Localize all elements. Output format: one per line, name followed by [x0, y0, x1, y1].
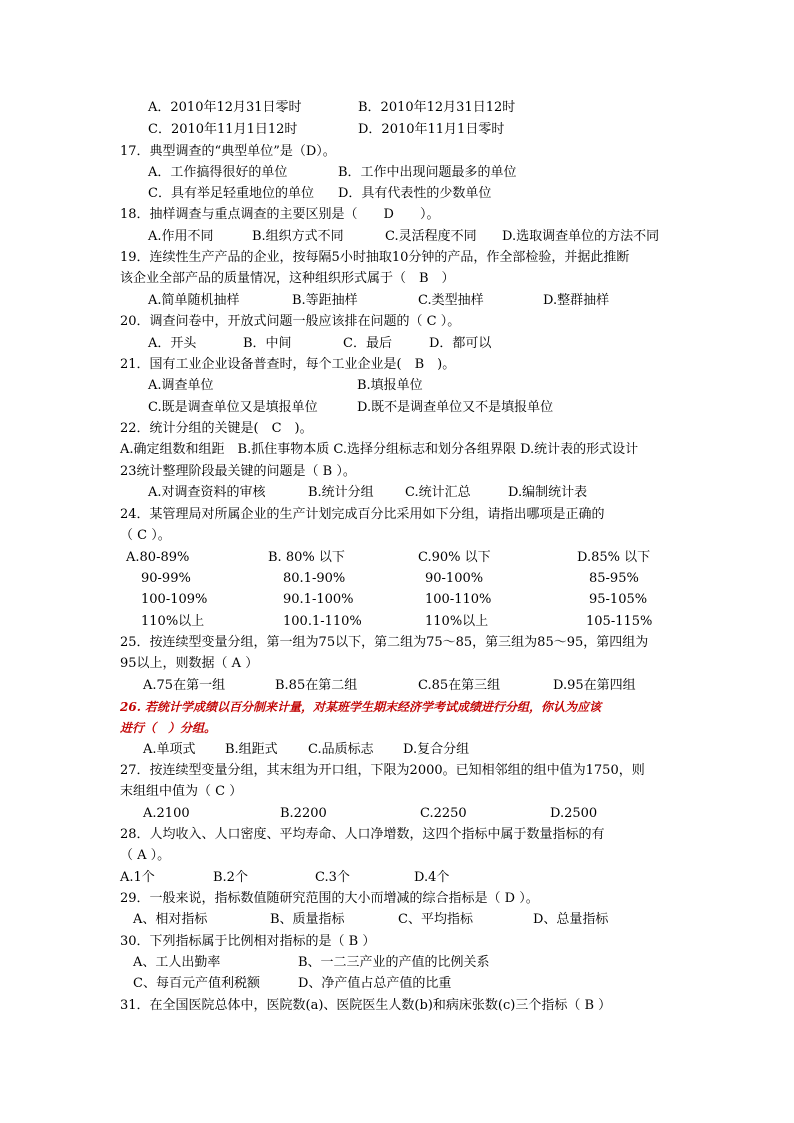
- q27-stem-line2: 末组组中值为（ C ）: [120, 784, 243, 799]
- q24-col-c-row: 100-110%: [425, 592, 492, 607]
- q24-col-a-row: 110%以上: [141, 614, 205, 629]
- q19-option-c: C.类型抽样: [418, 293, 484, 308]
- q27-option-c: C.2250: [420, 806, 467, 821]
- q24-col-a-row: 90-99%: [141, 571, 191, 586]
- q24-col-a-row: 100-109%: [141, 592, 208, 607]
- q29-option-a: A、相对指标: [133, 912, 208, 927]
- q28-option-a: A.1个: [120, 870, 155, 885]
- q26-option-a: A.单项式: [143, 742, 196, 757]
- q24-col-a-head: A.80-89%: [126, 550, 190, 565]
- q16-option-c: C．2010年11月1日12时: [148, 122, 298, 137]
- q28-stem-line2: （ A ）。: [120, 848, 171, 863]
- q17-option-d: D．具有代表性的少数单位: [338, 186, 492, 201]
- q20-option-a: A．开头: [148, 336, 197, 351]
- q26-option-b: B.组距式: [225, 742, 278, 757]
- q19-stem-line1: 19．连续性生产产品的企业，按每隔5小时抽取10分钟的产品，作全部检验，并据此推断: [120, 250, 630, 265]
- q26-stem-line1: 26. 若统计学成绩以百分制来计量，对某班学生期末经济学考试成绩进行分组，你认为应该: [120, 700, 602, 714]
- q29-stem: 29．一般来说，指标数值随研究范围的大小而增减的综合指标是（ D ）。: [120, 891, 539, 906]
- q28-option-b: B.2个: [213, 870, 248, 885]
- q24-col-d-head: D.85% 以下: [577, 550, 651, 565]
- q25-stem-line2: 95以上，则数据（ A ）: [120, 656, 259, 671]
- q17-option-b: B．工作中出现问题最多的单位: [338, 165, 517, 180]
- q18-stem: 18．抽样调查与重点调查的主要区别是（ D ）。: [120, 207, 440, 222]
- q26-stem-line2: 进行（ ）分组。: [120, 721, 217, 735]
- q20-option-c: C．最后: [343, 336, 392, 351]
- q25-option-c: C.85在第三组: [418, 678, 501, 693]
- q23-option-c: C.统计汇总: [405, 485, 471, 500]
- q16-option-d: D．2010年11月1日零时: [358, 122, 505, 137]
- q23-stem: 23统计整理阶段最关键的问题是（ B ）。: [120, 464, 356, 479]
- q24-col-b-row: 80.1-90%: [283, 571, 346, 586]
- q24-stem-line2: （ C ）。: [120, 528, 171, 543]
- q25-option-d: D.95在第四组: [553, 678, 636, 693]
- q22-options: A.确定组数和组距 B.抓住事物本质 C.选择分组标志和划分各组界限 D.统计表的形式设计: [120, 442, 639, 457]
- q26-option-c: C.品质标志: [308, 742, 374, 757]
- q24-col-d-row: 85-95%: [589, 571, 639, 586]
- q27-option-b: B.2200: [280, 806, 327, 821]
- q22-stem: 22．统计分组的关键是( C )。: [120, 421, 313, 436]
- q23-option-d: D.编制统计表: [508, 485, 588, 500]
- q27-option-d: D.2500: [550, 806, 598, 821]
- q18-option-d: D.选取调查单位的方法不同: [502, 229, 660, 244]
- q28-option-c: C.3个: [315, 870, 350, 885]
- q31-stem: 31．在全国医院总体中，医院数(a)、医院医生人数(b)和病床张数(c)三个指标（ B ）: [120, 998, 612, 1013]
- q28-option-d: D.4个: [414, 870, 450, 885]
- q17-stem: 17．典型调查的“典型单位”是（D）。: [120, 144, 336, 159]
- q28-stem-line1: 28．人均收入、人口密度、平均寿命、人口净增数，这四个指标中属于数量指标的有: [120, 827, 605, 842]
- q21-option-a: A.调查单位: [148, 378, 214, 393]
- q24-col-b-head: B. 80% 以下: [268, 550, 345, 565]
- q30-option-a: A、工人出勤率: [133, 955, 221, 970]
- q29-option-d: D、总量指标: [533, 912, 609, 927]
- q27-stem-line1: 27．按连续型变量分组，其末组为开口组，下限为2000。已知相邻组的组中值为1750，则: [120, 763, 645, 778]
- q24-col-c-row: 90-100%: [425, 571, 484, 586]
- q29-option-c: C、平均指标: [398, 912, 473, 927]
- q24-stem-line1: 24．某管理局对所属企业的生产计划完成百分比采用如下分组，请指出哪项是正确的: [120, 507, 605, 522]
- q27-option-a: A.2100: [143, 806, 190, 821]
- q24-col-c-row: 110%以上: [425, 614, 489, 629]
- q24-col-b-row: 100.1-110%: [283, 614, 362, 629]
- q30-option-b: B、一二三产业的产值的比例关系: [298, 955, 490, 970]
- q16-option-b: B．2010年12月31日12时: [358, 100, 516, 115]
- q21-option-d: D.既不是调查单位又不是填报单位: [357, 400, 554, 415]
- q24-col-d-row: 105-115%: [586, 614, 653, 629]
- q20-option-b: B．中间: [243, 336, 292, 351]
- q25-option-a: A.75在第一组: [143, 678, 226, 693]
- q16-option-a: A．2010年12月31日零时: [148, 100, 302, 115]
- q20-option-d: D．都可以: [429, 336, 492, 351]
- q20-stem: 20．调查问卷中，开放式问题一般应该排在问题的（ C ）。: [120, 314, 461, 329]
- q25-stem-line1: 25．按连续型变量分组，第一组为75以下，第二组为75～85，第三组为85～95，第四组为: [120, 635, 649, 650]
- q30-option-c: C、每百元产值利税额: [133, 976, 260, 991]
- q23-option-b: B.统计分组: [308, 485, 374, 500]
- q18-option-c: C.灵活程度不同: [385, 229, 477, 244]
- q24-col-d-row: 95-105%: [589, 592, 648, 607]
- q19-stem-line2: 该企业全部产品的质量情况，这种组织形式属于（ B ）: [120, 271, 455, 286]
- q21-option-b: B.填报单位: [357, 378, 423, 393]
- q29-option-b: B、质量指标: [270, 912, 345, 927]
- q18-option-b: B.组织方式不同: [252, 229, 344, 244]
- q19-option-a: A.简单随机抽样: [148, 293, 240, 308]
- q18-option-a: A.作用不同: [148, 229, 214, 244]
- q19-option-b: B.等距抽样: [292, 293, 358, 308]
- q30-stem: 30．下列指标属于比例相对指标的是（ B ）: [120, 934, 376, 949]
- q21-option-c: C.既是调查单位又是填报单位: [148, 400, 318, 415]
- q23-option-a: A.对调查资料的审核: [148, 485, 266, 500]
- q17-option-c: C．具有举足轻重地位的单位: [148, 186, 314, 201]
- q25-option-b: B.85在第二组: [275, 678, 358, 693]
- q19-option-d: D.整群抽样: [543, 293, 610, 308]
- q26-option-d: D.复合分组: [403, 742, 470, 757]
- q17-option-a: A．工作搞得很好的单位: [148, 165, 288, 180]
- q30-option-d: D、净产值占总产值的比重: [298, 976, 452, 991]
- q21-stem: 21．国有工业企业设备普查时，每个工业企业是( B )。: [120, 357, 456, 372]
- q24-col-c-head: C.90% 以下: [418, 550, 491, 565]
- q24-col-b-row: 90.1-100%: [283, 592, 354, 607]
